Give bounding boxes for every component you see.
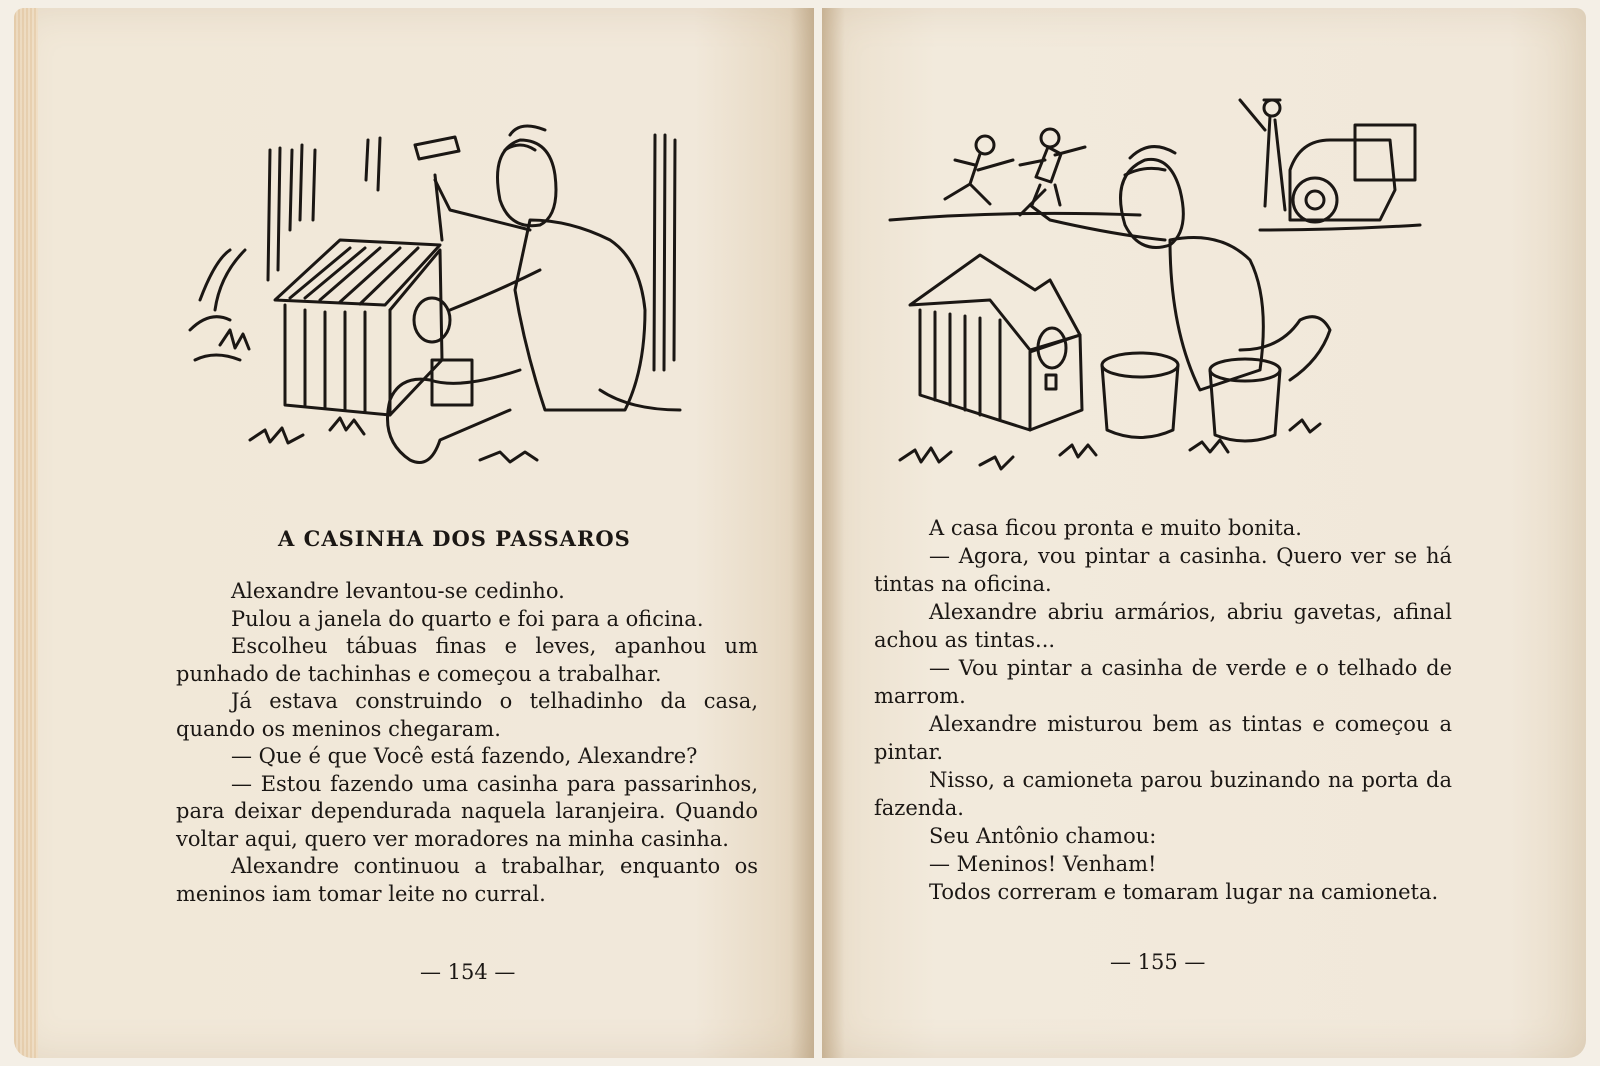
paragraph: — Vou pintar a casinha de verde e o telhado de marrom. <box>874 656 1452 708</box>
illustration-boy-painting-birdhouse <box>860 90 1430 490</box>
paragraph: Alexandre abriu armários, abriu gavetas, afinal achou as tintas... <box>874 600 1452 652</box>
paragraph: — Meninos! Venham! <box>929 852 1157 876</box>
page-number-left: — 154 — <box>420 960 516 984</box>
paragraph: Escolheu tábuas finas e leves, apanhou um punhado de tachinhas e começou a trabalhar. <box>176 634 758 686</box>
right-page-text <box>874 514 1452 906</box>
paragraph: Alexandre levantou-se cedinho. <box>231 579 565 603</box>
paragraph: Nisso, a camioneta parou buzinando na porta da fazenda. <box>874 768 1452 820</box>
illustration-boy-building-birdhouse <box>180 120 720 500</box>
page-number-right: — 155 — <box>1110 950 1206 974</box>
paragraph: Alexandre misturou bem as tintas e começou a pintar. <box>874 712 1452 764</box>
paragraph: — Que é que Você está fazendo, Alexandre? <box>231 744 698 768</box>
left-page-text <box>176 578 758 908</box>
paragraph: Alexandre continuou a trabalhar, enquanto os meninos iam tomar leite no curral. <box>176 854 758 906</box>
paragraph: — Estou fazendo uma casinha para passarinhos, para deixar dependurada naquela laranjeira. Quando voltar aqui, quero ver moradores na minha casinha. <box>176 771 758 851</box>
page-edges <box>14 8 38 1058</box>
paragraph: Pulou a janela do quarto e foi para a oficina. <box>231 606 704 631</box>
paragraph: — Agora, vou pintar a casinha. Quero ver se há tintas na oficina. <box>874 544 1452 596</box>
paragraph: Todos correram e tomaram lugar na camioneta. <box>929 880 1439 904</box>
paragraph: A casa ficou pronta e muito bonita. <box>929 516 1302 540</box>
chapter-title: A CASINHA DOS PASSAROS <box>278 526 631 551</box>
paragraph: Seu Antônio chamou: <box>929 824 1157 848</box>
paragraph: Já estava construindo o telhadinho da casa, quando os meninos chegaram. <box>176 689 758 741</box>
